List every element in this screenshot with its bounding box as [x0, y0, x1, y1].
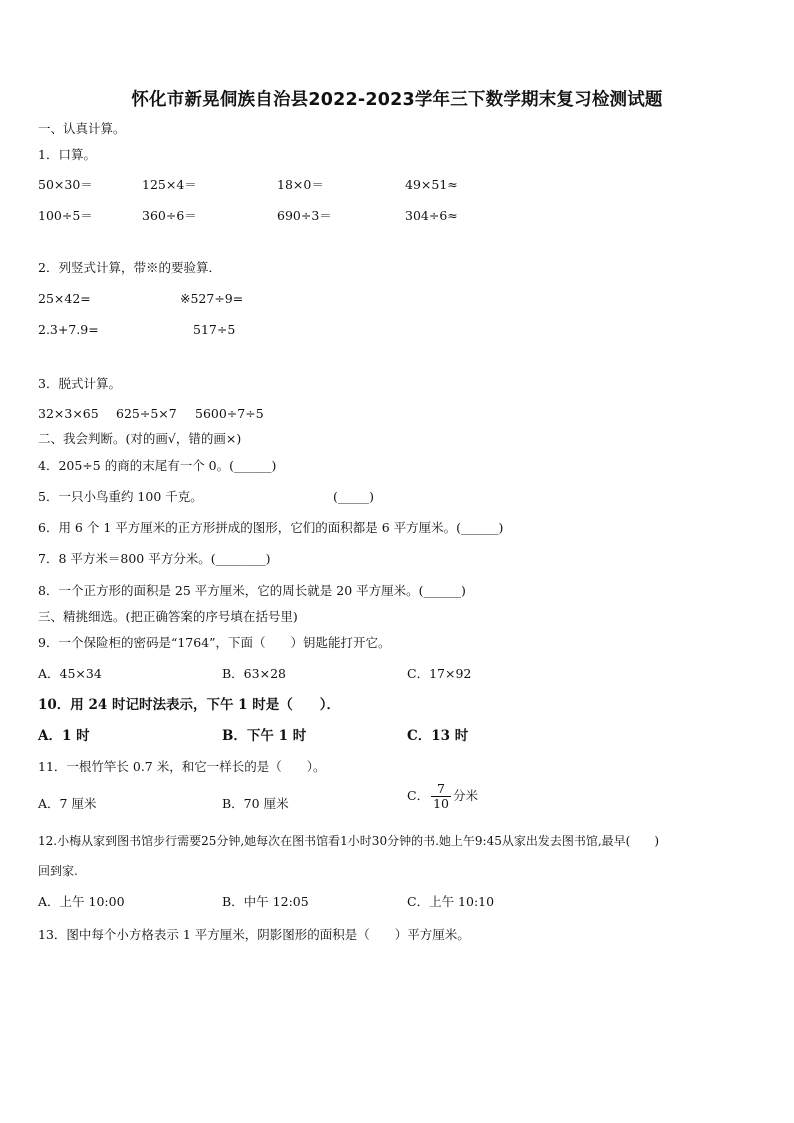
section1-heading: 一、认真计算。	[38, 121, 126, 136]
oral-calc-6: 360÷6＝	[142, 208, 197, 223]
q9-option-c: C．17×92	[407, 666, 472, 681]
q12-option-b: B．中午 12:05	[222, 894, 309, 909]
step-calc-2: 625÷5×7	[116, 406, 177, 421]
q12-text-line2: 回到家.	[38, 864, 78, 878]
q11-option-c	[407, 781, 478, 811]
q9-text: 9．一个保险柜的密码是“1764”，下面（ ）钥匙能打开它。	[38, 635, 391, 650]
page-title: 怀化市新晃侗族自治县2022-2023学年三下数学期末复习检测试题	[131, 90, 663, 110]
vertical-calc-4: 517÷5	[193, 322, 236, 337]
step-calc-1: 32×3×65	[38, 406, 99, 421]
q13-text: 13．图中每个小方格表示 1 平方厘米，阴影图形的面积是（ ）平方厘米。	[38, 927, 470, 942]
judge-item-7: 7．8 平方米＝800 平方分米。(________)	[38, 551, 271, 566]
oral-calc-1: 50×30＝	[38, 177, 93, 192]
q3-label: 3．脱式计算。	[38, 376, 121, 391]
judge-item-8: 8．一个正方形的面积是 25 平方厘米，它的周长就是 20 平方厘米。(______)	[38, 583, 466, 598]
q2-label: 2．列竖式计算，带※的要验算．	[38, 260, 221, 275]
vertical-calc-3: 2.3+7.9=	[38, 322, 99, 337]
step-calc-3: 5600÷7÷5	[195, 406, 264, 421]
judge-item-4: 4．205÷5 的商的末尾有一个 0。(______)	[38, 458, 277, 473]
q11-option-b: B．70 厘米	[222, 796, 289, 811]
section2-heading: 二、我会判断。(对的画√，错的画×)	[38, 431, 242, 446]
oral-calc-7: 690÷3＝	[277, 208, 332, 223]
q10-option-c: C．13 时	[407, 728, 469, 744]
q10-text: 10．用 24 时记时法表示，下午 1 时是（ ）．	[38, 697, 341, 713]
q10-option-a: A．1 时	[38, 728, 90, 744]
fraction-denominator: 10	[433, 796, 449, 811]
oral-calc-3: 18×0＝	[277, 177, 324, 192]
q11-option-c-prefix: C．	[407, 788, 430, 803]
q12-option-c: C．上午 10:10	[407, 894, 495, 909]
oral-calc-2: 125×4＝	[142, 177, 197, 192]
q11-option-a: A．7 厘米	[38, 796, 97, 811]
q11-option-c-unit: 分米	[452, 788, 478, 803]
judge-item-6: 6．用 6 个 1 平方厘米的正方形拼成的图形，它们的面积都是 6 平方厘米。(______)	[38, 520, 504, 535]
q9-option-a: A．45×34	[38, 666, 102, 681]
q11-text: 11．一根竹竿长 0.7 米，和它一样长的是（ ）。	[38, 759, 326, 774]
q10-option-b: B．下午 1 时	[222, 728, 307, 744]
q1-label: 1．口算。	[38, 147, 96, 162]
judge-item-5: 5．一只小鸟重约 100 千克。	[38, 489, 203, 504]
vertical-calc-2: ※527÷9=	[180, 291, 244, 306]
fraction-numerator: 7	[431, 782, 451, 797]
q12-option-a: A．上午 10:00	[38, 894, 125, 909]
oral-calc-8: 304÷6≈	[405, 208, 458, 223]
oral-calc-5: 100÷5＝	[38, 208, 93, 223]
vertical-calc-1: 25×42=	[38, 291, 91, 306]
q11-option-c-fraction	[431, 782, 451, 811]
section3-heading: 三、精挑细选。(把正确答案的序号填在括号里)	[38, 609, 298, 624]
q9-option-b: B．63×28	[222, 666, 286, 681]
judge-item-5-blank: (_____)	[333, 489, 375, 504]
oral-calc-4: 49×51≈	[405, 177, 458, 192]
q12-text-line1: 12.小梅从家到图书馆步行需要25分钟,她每次在图书馆看1小时30分钟的书.她上午9:45从家出发去图书馆,最早( )	[38, 834, 660, 848]
